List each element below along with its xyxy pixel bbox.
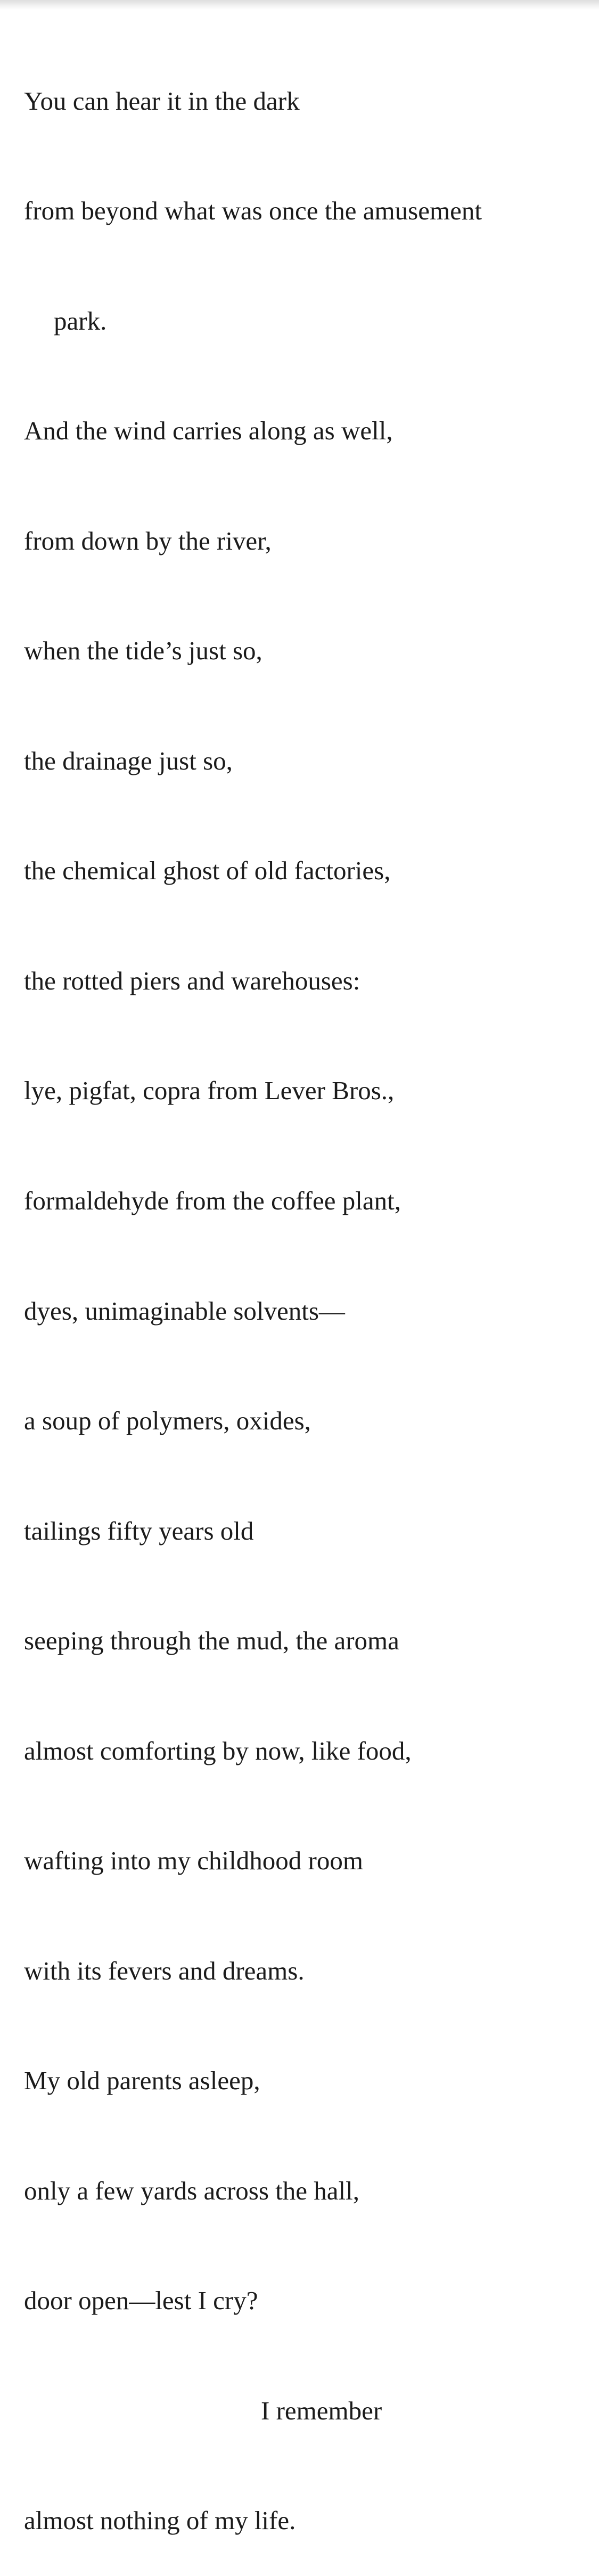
- poem-line: wafting into my childhood room: [24, 1846, 363, 1876]
- poem-line: You can hear it in the dark: [24, 86, 300, 116]
- poem-line: the drainage just so,: [24, 746, 233, 775]
- poem-line-continuation: park.: [54, 306, 107, 336]
- poem-line-dropped: I remember: [261, 2395, 382, 2425]
- top-edge-shadow: [0, 0, 599, 10]
- poem-line: tailings fifty years old: [24, 1516, 254, 1545]
- poem-line: door open—lest I cry?: [24, 2286, 258, 2316]
- poem-line: lye, pigfat, copra from Lever Bros.,: [24, 1076, 395, 1106]
- poem-line: And the wind carries along as well,: [24, 416, 393, 446]
- poem-line: dyes, unimaginable solvents—: [24, 1296, 345, 1326]
- poem-line: almost nothing of my life.: [24, 2506, 296, 2536]
- poem-line: the rotted piers and warehouses:: [24, 966, 360, 995]
- poem-text: [24, 10, 583, 2576]
- poem-line: almost comforting by now, like food,: [24, 1736, 412, 1765]
- poem-line: a soup of polymers, oxides,: [24, 1406, 311, 1436]
- poem-line: when the tide’s just so,: [24, 636, 262, 666]
- poem-line: the chemical ghost of old factories,: [24, 856, 391, 886]
- poem-line: from beyond what was once the amusement: [24, 196, 482, 226]
- poem-line: with its fevers and dreams.: [24, 1956, 305, 1985]
- poem-line: My old parents asleep,: [24, 2066, 260, 2096]
- poem-line: seeping through the mud, the aroma: [24, 1626, 399, 1656]
- poem-line: from down by the river,: [24, 526, 272, 555]
- poem-line: formaldehyde from the coffee plant,: [24, 1186, 401, 1215]
- poem-line: only a few yards across the hall,: [24, 2176, 359, 2205]
